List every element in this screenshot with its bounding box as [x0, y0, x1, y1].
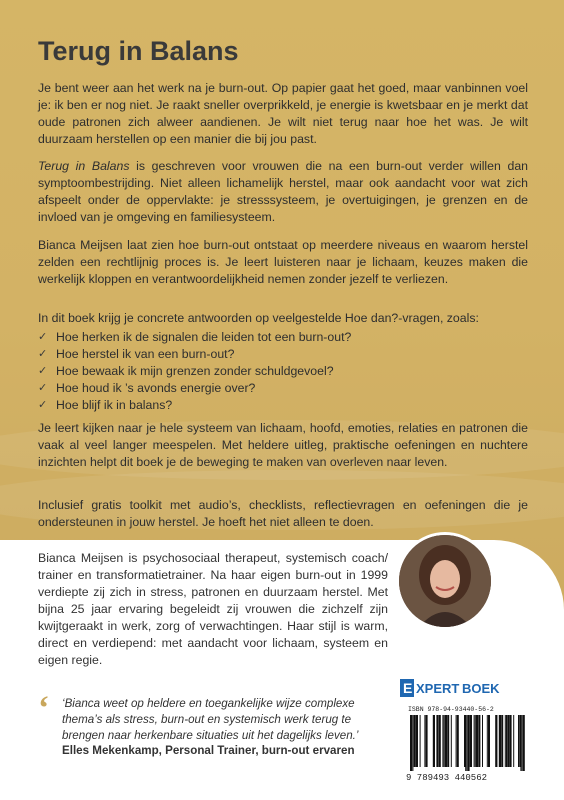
checklist-item-text: Hoe houd ik ’s avonds energie over?: [56, 381, 256, 395]
description-text: is geschreven voor vrouwen die na een burn-out verder willen dan symptoombestrijding. Niet alleen lichamelijk herstel, maar ook aandacht voor wat zich afspeelt onder de oppervlakte: je stresssysteem, je overtuigingen, je grenzen en de invloed van je omgeving en familiesysteem.: [38, 159, 529, 224]
svg-text:BOEK: BOEK: [462, 681, 500, 696]
checkmark-icon: ✓: [38, 399, 48, 411]
barcode-bar: [411, 715, 412, 771]
svg-text:E: E: [403, 680, 413, 696]
toolkit-paragraph: Inclusief gratis toolkit met audio’s, checklists, reflectievragen en oefeningen die je ondersteunen in jouw herstel. Je hoeft het niet alleen te doen.: [38, 498, 528, 529]
barcode-bar: [513, 715, 514, 767]
checklist-item: [38, 363, 528, 380]
quote-mark-icon: ‘: [38, 690, 50, 727]
barcode-bar: [474, 715, 475, 767]
checklist-item-text: Hoe herken ik de signalen die leiden tot een burn-out?: [56, 330, 352, 344]
barcode-bar: [456, 715, 457, 767]
barcode-bar: [465, 715, 466, 771]
author-photo: [396, 532, 494, 630]
barcode-bar: [505, 715, 506, 767]
checklist-item-text: Hoe bewaak ik mijn grenzen zonder schuldgevoel?: [56, 364, 334, 378]
barcode-bar: [426, 715, 428, 767]
barcode-bar: [482, 715, 483, 767]
barcode-bar: [457, 715, 459, 767]
checklist-item: [38, 380, 528, 397]
questions-intro: In dit boek krijg je concrete antwoorden op veelgestelde Hoe dan?-vragen, zoals:: [38, 311, 479, 325]
author-bio: Bianca Meijsen is psychosociaal therapeut, systemisch coach/ trainer en transformatietrainer. Na haar eigen burn-out in 1999 verdiepte zij zich in stress, patronen en duurzaam herstel. Met bijna 25 jaar ervaring begeleidt zij vrouwen die zichzelf zijn kwijtgeraakt in werk, zorg of verwachtingen. Haar stijl is warm, direct en verdiepend: met aandacht voor lichaam, systeem en eigen regie.: [38, 551, 388, 667]
barcode-bar: [444, 715, 445, 767]
checkmark-icon: ✓: [38, 331, 48, 343]
barcode-bar: [469, 715, 470, 767]
system-paragraph: Je leert kijken naar je hele systeem van lichaam, hoofd, emoties, relaties en patronen die vaak al veel langer meespelen. Met heldere uitleg, praktische oefeningen en nuchtere inzichten helpt dit boek je de beweging te maken van overleven naar leven.: [38, 421, 528, 469]
endorsement-quote: ‘Bianca weet op heldere en toegankelijke wijze complexe thema’s als stress, burn-out en systemisch werk terug te brengen naar herkenbare situaties uit het dagelijks leven.’: [62, 697, 359, 742]
barcode-bar: [412, 715, 413, 771]
checklist-item: [38, 397, 528, 414]
isbn-barcode: [398, 702, 536, 784]
barcode-bar: [522, 715, 523, 771]
book-title: Terug in Balans: [38, 36, 239, 66]
barcode-bar: [488, 715, 490, 767]
barcode-bar: [451, 715, 452, 767]
checklist-item: [38, 329, 528, 346]
barcode-bar: [478, 715, 480, 767]
barcode-bar: [477, 715, 478, 767]
barcode-bar: [447, 715, 449, 767]
barcode-bar: [446, 715, 447, 767]
barcode-bar: [416, 715, 418, 767]
barcode-bar: [475, 715, 476, 767]
description-paragraph: [38, 158, 528, 226]
barcode-bar: [500, 715, 501, 767]
barcode-bar: [506, 715, 507, 767]
barcode-graphic: [398, 702, 536, 784]
barcode-bar: [466, 715, 467, 771]
barcode-bar: [439, 715, 441, 767]
barcode-bar: [520, 715, 521, 771]
barcode-bar: [518, 715, 519, 767]
barcode-bar: [420, 715, 421, 767]
barcode-bar: [438, 715, 439, 767]
checkmark-icon: ✓: [38, 365, 48, 377]
author-approach-paragraph: Bianca Meijsen laat zien hoe burn-out ontstaat op meerdere niveaus en waarom herstel zelden een rechtlijnig proces is. Je leert luisteren naar je lichaam, keuzes maken die werkelijk kloppen en verantwoordelijkheid nemen zonder jezelf te verliezen.: [38, 238, 528, 286]
isbn-label: ISBN 978-94-93440-56-2: [408, 706, 494, 713]
checkmark-icon: ✓: [38, 382, 48, 394]
checklist-item-text: Hoe blijf ik in balans?: [56, 398, 173, 412]
endorsement-author: Elles Mekenkamp, Personal Trainer, burn-out ervaren: [62, 744, 355, 757]
checklist-item-text: Hoe herstel ik van een burn-out?: [56, 347, 235, 361]
author-portrait-icon: [399, 535, 491, 627]
barcode-bar: [510, 715, 512, 767]
barcode-bar: [496, 715, 497, 767]
barcode-bar: [442, 715, 443, 767]
barcode-bar: [434, 715, 435, 767]
intro-paragraph: Je bent weer aan het werk na je burn-out. Op papier gaat het goed, maar vanbinnen voel je: ik ben er nog niet. Je raakt sneller overprikkeld, je energie is kwetsbaar en je merkt dat oude patronen zich alweer aandienen. Je wilt niet terug naar hoe het was. Je wilt duurzaam herstellen op een manier die bij jou past.: [38, 81, 528, 146]
expertboek-logo-icon: [398, 676, 536, 700]
publisher-logo: [398, 676, 536, 700]
barcode-bar: [523, 715, 525, 771]
isbn-human-readable: 9 789493 440562: [406, 773, 488, 783]
barcode-bar: [470, 715, 472, 767]
svg-text:XPERT: XPERT: [416, 681, 460, 696]
checkmark-icon: ✓: [38, 348, 48, 360]
barcode-bar: [487, 715, 488, 767]
barcode-bar: [508, 715, 509, 767]
question-checklist: [38, 329, 528, 414]
barcode-bar: [424, 715, 425, 767]
barcode-bar: [415, 715, 416, 767]
barcode-bar: [501, 715, 503, 767]
book-title-italic: Terug in Balans: [38, 159, 130, 173]
checklist-item: [38, 346, 528, 363]
